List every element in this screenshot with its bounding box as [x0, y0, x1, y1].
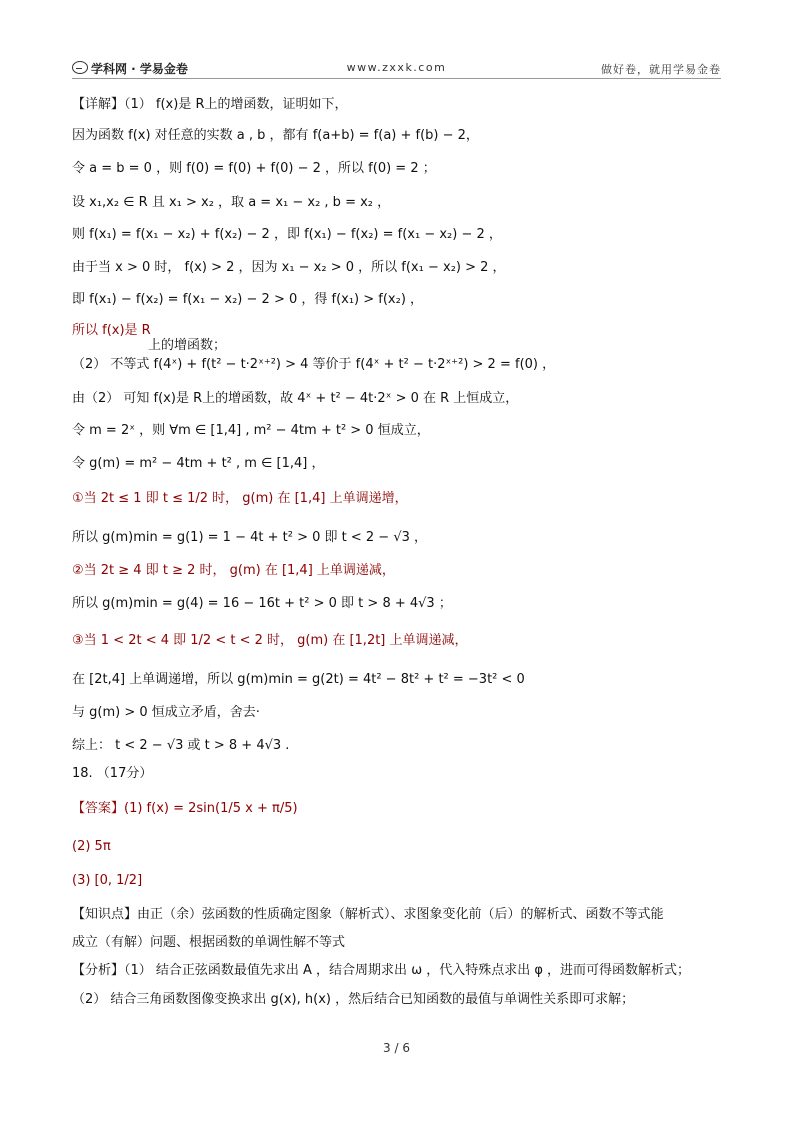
question-number: 18. （17分）: [72, 766, 153, 781]
text-line: 【详解】（1） f(x)是 R上的增函数，证明如下，: [72, 97, 348, 112]
text-line: 【分析】（1） 结合正弦函数最值先求出 A ，结合周期求出 ω ，代入特殊点求出 φ ，进而可得函数解析式；: [72, 963, 691, 978]
text-line: 则 f(x₁) = f(x₁ − x₂) + f(x₂) − 2 ，即 f(x₁) − f(x₂) = f(x₁ − x₂) − 2 ，: [72, 227, 502, 242]
text-line: 由于当 x > 0 时， f(x) > 2 ，因为 x₁ − x₂ > 0 ，所以 f(x₁ − x₂) > 2 ，: [72, 260, 506, 275]
text-line: 令 m = 2ˣ ，则 ∀m ∈ [1,4] , m² − 4tm + t² > 0 恒成立，: [72, 423, 430, 438]
text-line: （2） 不等式 f(4ˣ) + f(t² − t·2ˣ⁺²) > 4 等价于 f(4ˣ + t² − t·2ˣ⁺²) > 2 = f(0) ，: [72, 357, 556, 372]
text-line: （2） 结合三角函数图像变换求出 g(x), h(x) ，然后结合已知函数的最值与单调性关系即可求解；: [72, 992, 635, 1007]
text-line: 即 f(x₁) − f(x₂) = f(x₁ − x₂) − 2 > 0 ，得 f(x₁) > f(x₂) ，: [72, 292, 424, 307]
text-line: ①当 2t ≤ 1 即 t ≤ 1/2 时， g(m) 在 [1,4] 上单调递增，: [72, 491, 408, 506]
text-line: ②当 2t ≥ 4 即 t ≥ 2 时， g(m) 在 [1,4] 上单调递减，: [72, 563, 395, 578]
text-line: 在 [2t,4] 上单调递增，所以 g(m)min = g(2t) = 4t² − 8t² + t² = −3t² < 0: [72, 672, 525, 687]
site-url: www.zxxk.com: [346, 61, 447, 74]
text-line: 与 g(m) > 0 恒成立矛盾，舍去·: [72, 705, 260, 720]
text-line: 【答案】(1) f(x) = 2sin(1/5 x + π/5): [72, 801, 298, 816]
text-line: ③当 1 < 2t < 4 即 1/2 < t < 2 时， g(m) 在 [1,2t] 上单调递减，: [72, 633, 468, 648]
text-line: 成立（有解）问题、根据函数的单调性解不等式: [72, 935, 346, 950]
text-line: 由（2） 可知 f(x)是 R上的增函数，故 4ˣ + t² − 4t·2ˣ > 0 在 R 上恒成立，: [72, 391, 519, 406]
page-header: [72, 58, 721, 79]
page-number: 3 / 6: [383, 1041, 410, 1055]
text-line: 所以 g(m)min = g(4) = 16 − 16t + t² > 0 即 t > 8 + 4√3 ；: [72, 596, 452, 611]
text-line: 令 a = b = 0 ，则 f(0) = f(0) + f(0) − 2 ，所以 f(0) = 2 ；: [72, 161, 436, 176]
header-slogan: 做好卷，就用学易金卷: [601, 63, 721, 76]
text-line: 所以 f(x)是 R: [72, 323, 151, 338]
text-line: (2) 5π: [72, 839, 111, 854]
text-line: 因为函数 f(x) 对任意的实数 a , b ，都有 f(a+b) = f(a) + f(b) − 2，: [72, 128, 479, 143]
text-line: 【知识点】由正（余）弦函数的性质确定图象（解析式）、求图象变化前（后）的解析式、函数不等式能: [72, 907, 664, 922]
brand-logo: 学科网 · 学易金卷: [72, 60, 188, 77]
text-line: 设 x₁,x₂ ∈ R 且 x₁ > x₂ ，取 a = x₁ − x₂ , b = x₂ ，: [72, 195, 391, 210]
text-line: 令 g(m) = m² − 4tm + t² , m ∈ [1,4] ，: [72, 456, 325, 471]
text-line: 所以 g(m)min = g(1) = 1 − 4t + t² > 0 即 t < 2 − √3 ，: [72, 530, 428, 545]
text-line: 上的增函数；: [148, 338, 227, 353]
text-line: 综上： t < 2 − √3 或 t > 8 + 4√3 .: [72, 738, 290, 753]
text-line: (3) [0, 1/2]: [72, 873, 143, 888]
